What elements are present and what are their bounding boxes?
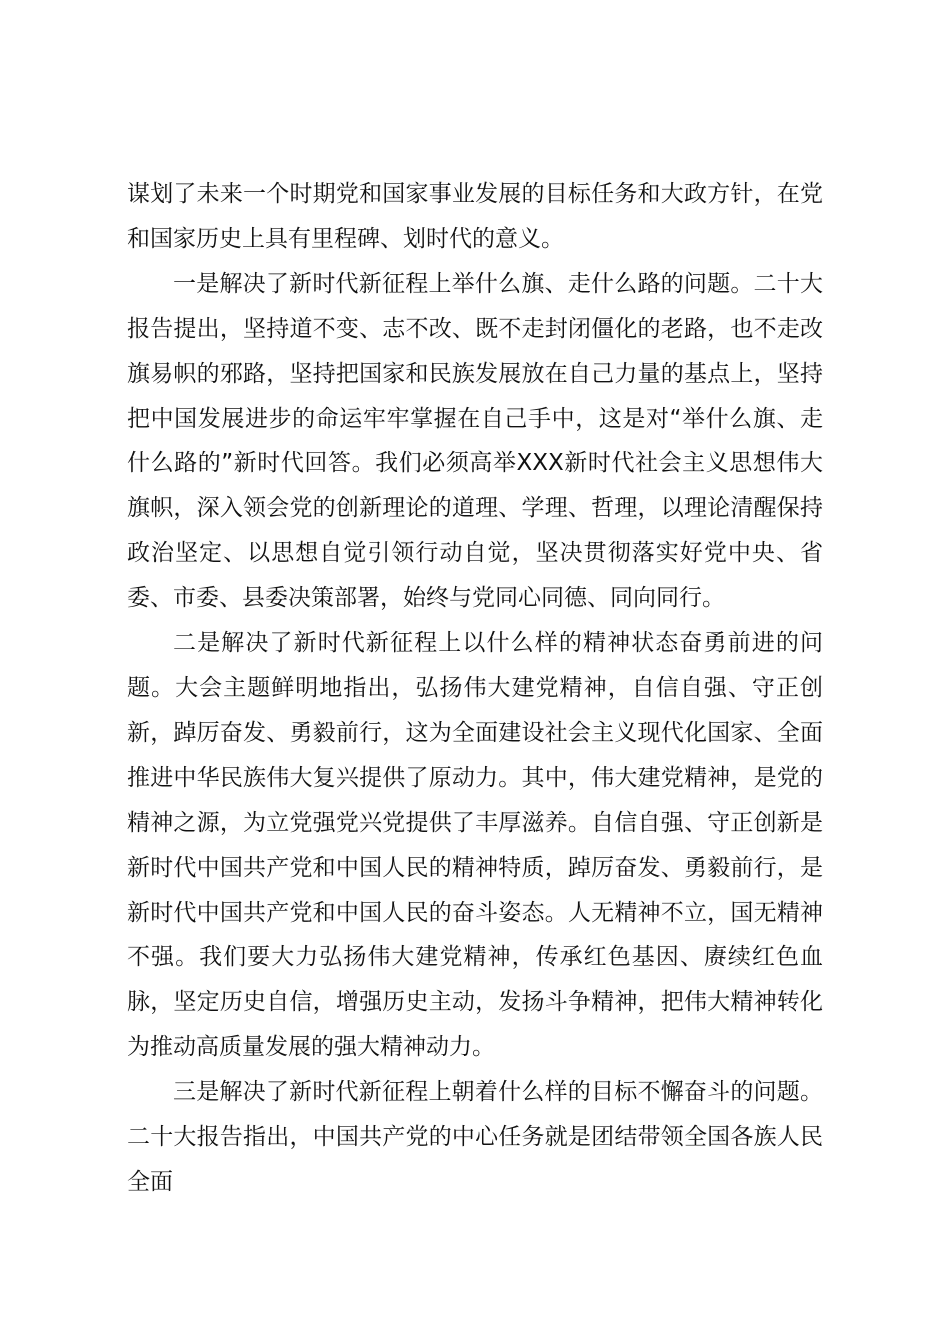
paragraph-third-point: 三是解决了新时代新征程上朝着什么样的目标不懈奋斗的问题。二十大报告指出，中国共产党的中心任务就是团结带领全国各族人民全面 <box>127 1079 823 1195</box>
paragraph-continuation: 谋划了未来一个时期党和国家事业发展的目标任务和大政方针，在党和国家历史上具有里程碑、划时代的意义。 <box>127 181 823 252</box>
paragraph-second-point: 二是解决了新时代新征程上以什么样的精神状态奋勇前进的问题。大会主题鲜明地指出，弘扬伟大建党精神，自信自强、守正创新，踔厉奋发、勇毅前行，这为全面建设社会主义现代化国家、全面推进中华民族伟大复兴提供了原动力。其中，伟大建党精神，是党的精神之源，为立党强党兴党提供了丰厚滋养。自信自强、守正创新是新时代中国共产党和中国人民的精神特质，踔厉奋发、勇毅前行，是新时代中国共产党和中国人民的奋斗姿态。人无精神不立，国无精神不强。我们要大力弘扬伟大建党精神，传承红色基因、赓续红色血脉，坚定历史自信，增强历史主动，发扬斗争精神，把伟大精神转化为推动高质量发展的强大精神动力。 <box>127 630 823 1061</box>
paragraph-first-point: 一是解决了新时代新征程上举什么旗、走什么路的问题。二十大报告提出，坚持道不变、志不改、既不走封闭僵化的老路，也不走改旗易帜的邪路，坚持把国家和民族发展放在自己力量的基点上，坚持把中国发展进步的命运牢牢掌握在自己手中，这是对“举什么旗、走什么路的”新时代回答。我们必须高举XXX新时代社会主义思想伟大旗帜，深入领会党的创新理论的道理、学理、哲理，以理论清醒保持政治坚定、以思想自觉引领行动自觉，坚决贯彻落实好党中央、省委、市委、县委决策部署，始终与党同心同德、同向同行。 <box>127 270 823 612</box>
document-body <box>127 172 823 1205</box>
